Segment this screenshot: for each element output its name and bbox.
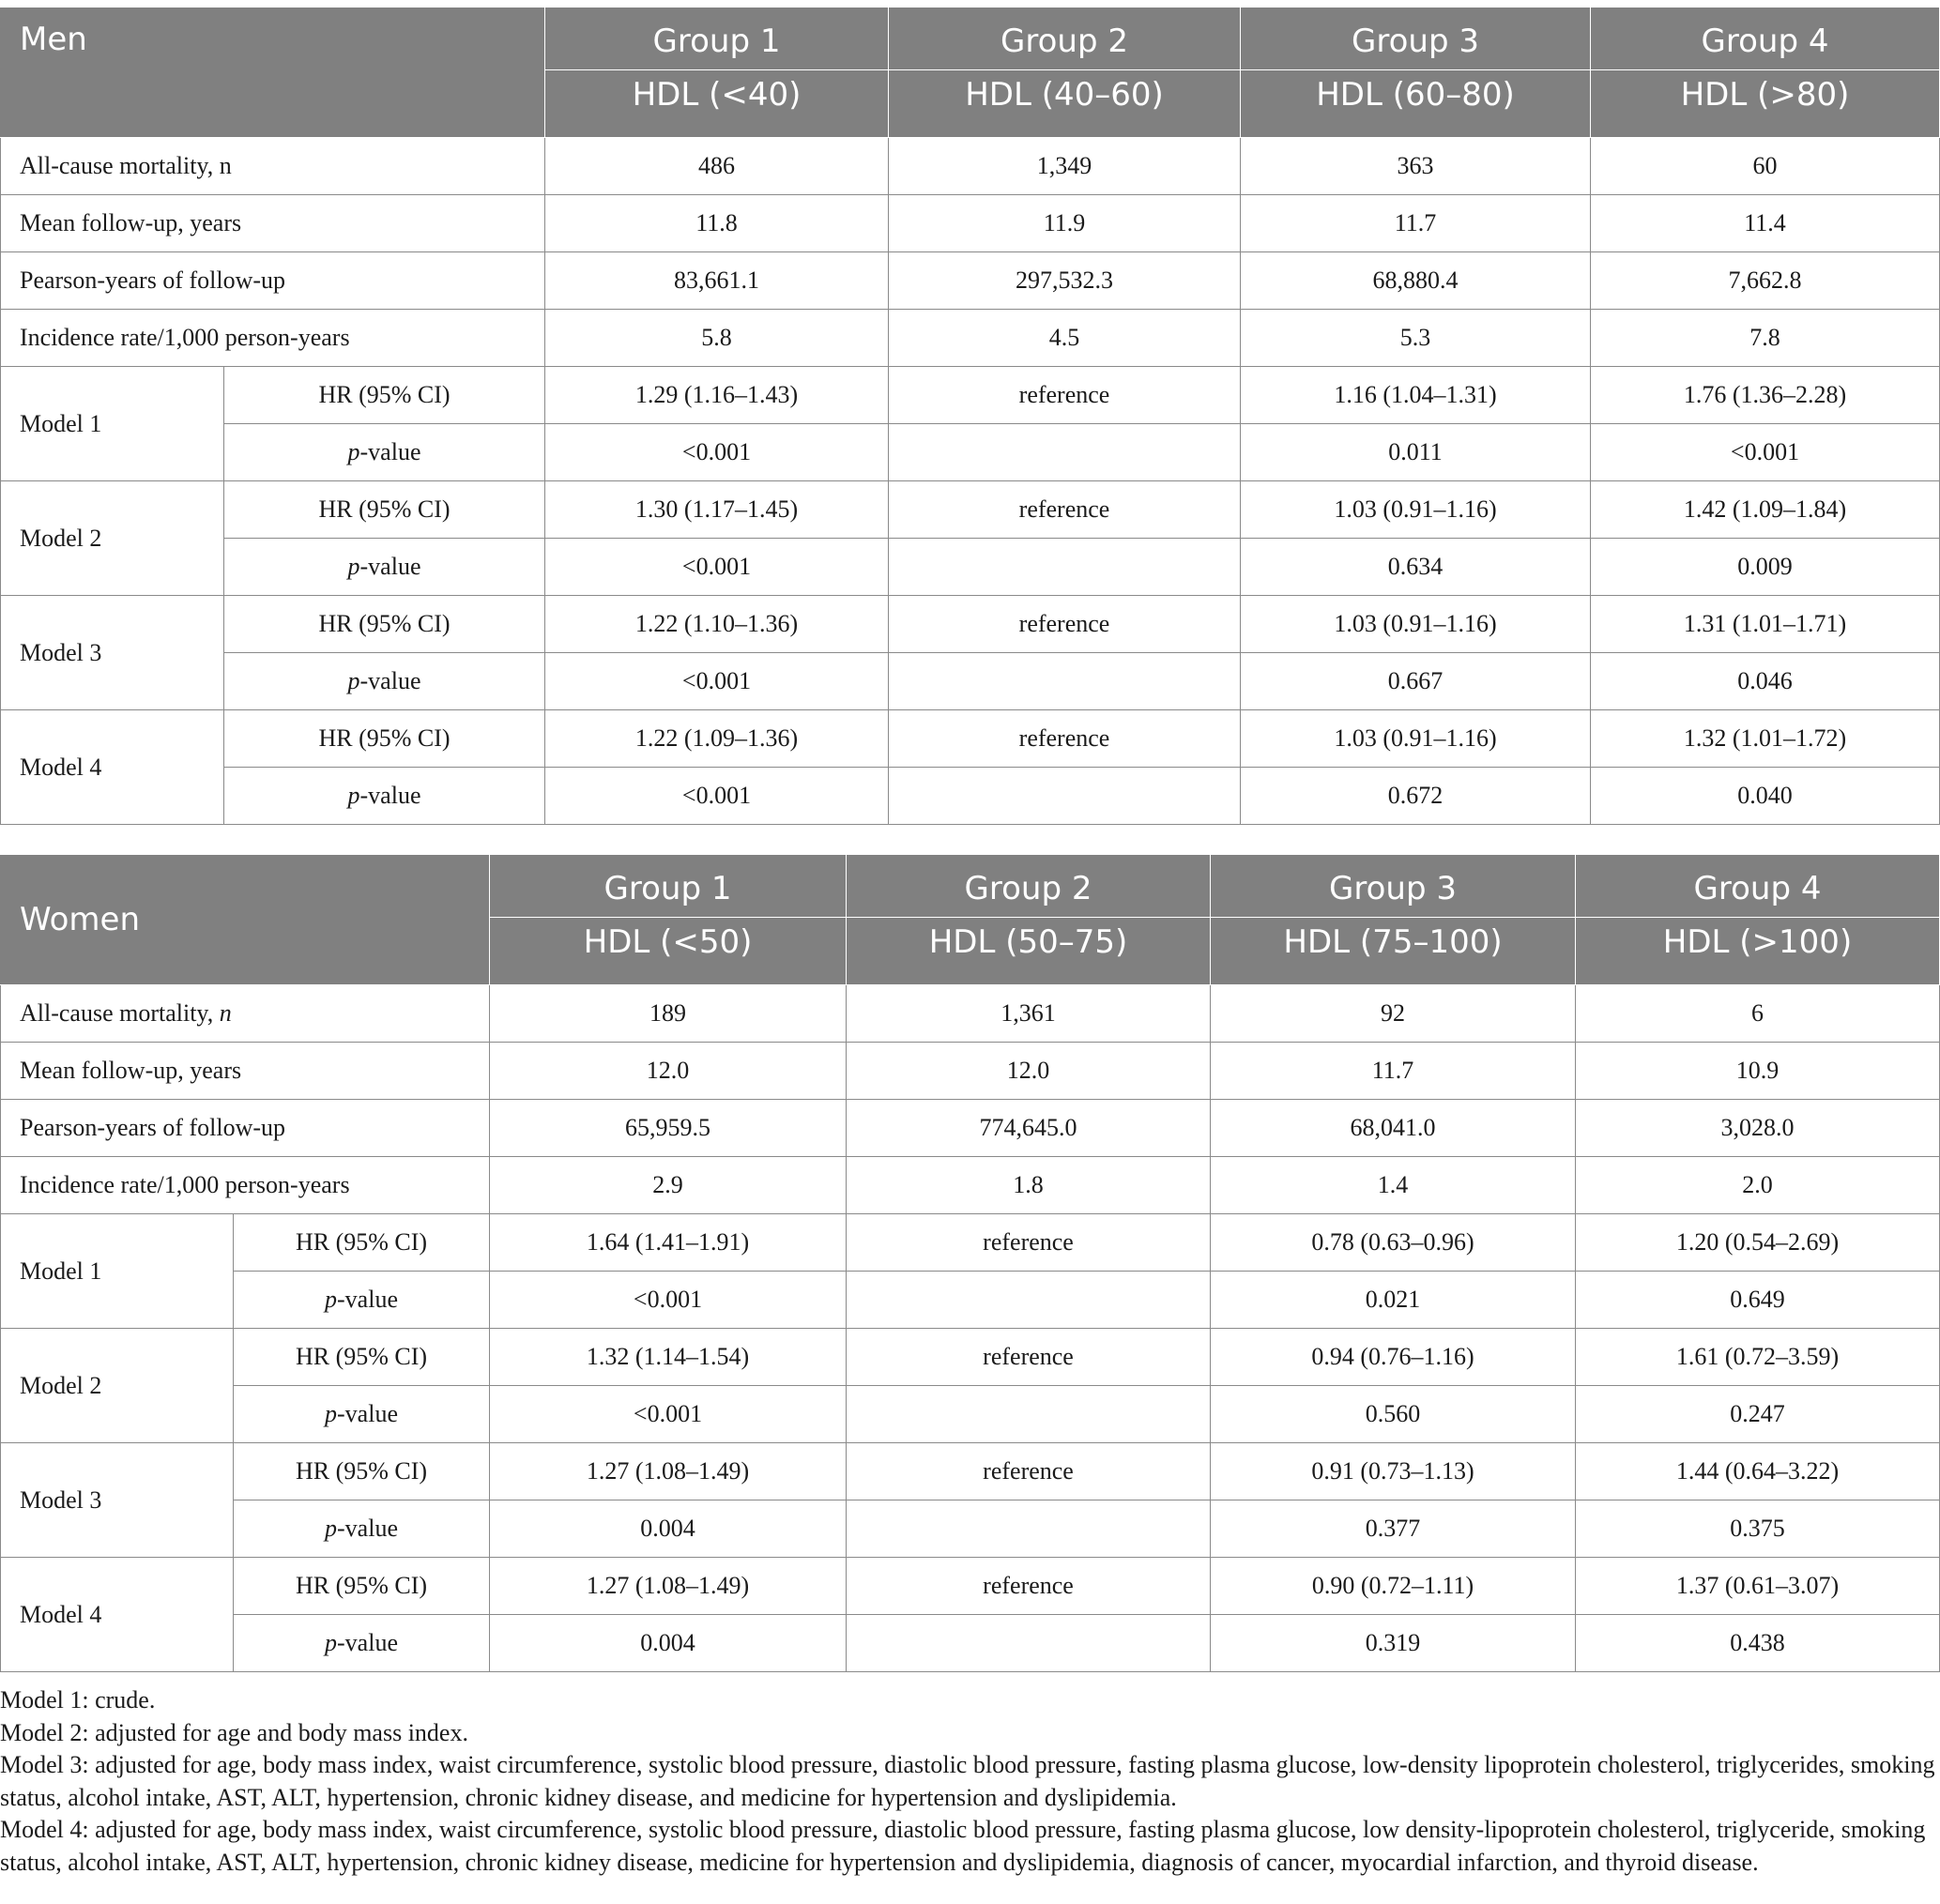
men-group-header: Group 3 <box>1241 8 1591 70</box>
table-cell: 1.32 (1.01–1.72) <box>1591 710 1940 768</box>
table-cell: 0.90 (0.72–1.11) <box>1211 1558 1576 1615</box>
p-value-label: p-value <box>224 653 545 710</box>
table-cell: 11.9 <box>889 195 1241 252</box>
table-cell: 92 <box>1211 985 1576 1043</box>
table-cell: 0.009 <box>1591 539 1940 596</box>
p-value-label: p-value <box>224 539 545 596</box>
model-label: Model 2 <box>1 1329 234 1443</box>
table-row <box>1 539 1940 596</box>
table-cell: 1.29 (1.16–1.43) <box>545 367 889 424</box>
table-cell: 11.7 <box>1241 195 1591 252</box>
row-label: Incidence rate/1,000 person-years <box>1 1157 490 1214</box>
table-cell: 1.8 <box>847 1157 1211 1214</box>
table-cell <box>889 768 1241 825</box>
table-row <box>1 252 1940 310</box>
table-cell: 2.9 <box>490 1157 847 1214</box>
row-label: Incidence rate/1,000 person-years <box>1 310 545 367</box>
table-cell: 0.634 <box>1241 539 1591 596</box>
table-cell: 5.8 <box>545 310 889 367</box>
table-row <box>1 424 1940 481</box>
footnote: Model 1: crude. <box>0 1686 156 1714</box>
row-label: Pearson-years of follow-up <box>1 1100 490 1157</box>
women-group-header: Group 1 <box>490 855 847 918</box>
table-row <box>1 1500 1940 1558</box>
women-hdl-header: HDL (50–75) <box>847 918 1211 985</box>
table-cell: 1.61 (0.72–3.59) <box>1576 1329 1940 1386</box>
table-cell: reference <box>847 1558 1211 1615</box>
table-row <box>1 596 1940 653</box>
p-value-label: p-value <box>224 424 545 481</box>
row-label: Mean follow-up, years <box>1 195 545 252</box>
men-group-header: Group 2 <box>889 8 1241 70</box>
table-cell: reference <box>889 710 1241 768</box>
table-cell: <0.001 <box>545 768 889 825</box>
table-cell: 2.0 <box>1576 1157 1940 1214</box>
table-cell: 1.42 (1.09–1.84) <box>1591 481 1940 539</box>
hr-label: HR (95% CI) <box>234 1443 490 1500</box>
table-cell: 83,661.1 <box>545 252 889 310</box>
men-section-label: Men <box>1 8 545 138</box>
table-cell: 486 <box>545 138 889 195</box>
table-cell: 1.03 (0.91–1.16) <box>1241 596 1591 653</box>
table-cell <box>847 1386 1211 1443</box>
table-cell: 1.76 (1.36–2.28) <box>1591 367 1940 424</box>
table-cell: <0.001 <box>545 539 889 596</box>
men-hdl-header: HDL (40–60) <box>889 70 1241 138</box>
table-cell: 1.32 (1.14–1.54) <box>490 1329 847 1386</box>
table-cell: 7,662.8 <box>1591 252 1940 310</box>
model-label: Model 1 <box>1 367 224 481</box>
model-label: Model 1 <box>1 1214 234 1329</box>
footnote: Model 3: adjusted for age, body mass index, waist circumference, systolic blood pressure, diastolic blood pressure, fasting plasma glucose, low-density lipoprotein cholesterol, triglycerides, smoking status, alcohol intake, AST, ALT, hypertension, chronic kidney disease, and medicine for hypertension and dyslipidemia. <box>0 1751 1935 1811</box>
table-cell: 4.5 <box>889 310 1241 367</box>
table-cell: 1.4 <box>1211 1157 1576 1214</box>
table-cell: <0.001 <box>1591 424 1940 481</box>
table-cell: 0.672 <box>1241 768 1591 825</box>
table-cell <box>889 424 1241 481</box>
table-cell: 65,959.5 <box>490 1100 847 1157</box>
p-value-label: p-value <box>234 1615 490 1672</box>
table-cell: 6 <box>1576 985 1940 1043</box>
women-group-header: Group 2 <box>847 855 1211 918</box>
women-hdl-header: HDL (75–100) <box>1211 918 1576 985</box>
hr-label: HR (95% CI) <box>224 367 545 424</box>
table-cell: 0.94 (0.76–1.16) <box>1211 1329 1576 1386</box>
table-cell: 1,361 <box>847 985 1211 1043</box>
men-group-header: Group 1 <box>545 8 889 70</box>
model-label: Model 4 <box>1 1558 234 1672</box>
table-cell: 0.011 <box>1241 424 1591 481</box>
table-cell: <0.001 <box>545 424 889 481</box>
table-row <box>1 710 1940 768</box>
table-cell: 1.22 (1.10–1.36) <box>545 596 889 653</box>
table-cell: 1,349 <box>889 138 1241 195</box>
table-cell <box>889 653 1241 710</box>
table-cell: 12.0 <box>490 1043 847 1100</box>
table-cell: 0.040 <box>1591 768 1940 825</box>
table-cell: 1.22 (1.09–1.36) <box>545 710 889 768</box>
table-cell: 7.8 <box>1591 310 1940 367</box>
table-row <box>1 1329 1940 1386</box>
women-group-header: Group 4 <box>1576 855 1940 918</box>
table-cell: reference <box>847 1443 1211 1500</box>
table-cell: reference <box>889 596 1241 653</box>
table-cell: 11.8 <box>545 195 889 252</box>
table-cell: 363 <box>1241 138 1591 195</box>
table-cell: 297,532.3 <box>889 252 1241 310</box>
table-cell: reference <box>847 1214 1211 1272</box>
table-row <box>1 310 1940 367</box>
table-cell: 0.046 <box>1591 653 1940 710</box>
row-label: All-cause mortality, n <box>1 138 545 195</box>
table-row <box>1 985 1940 1043</box>
table-cell: 1.20 (0.54–2.69) <box>1576 1214 1940 1272</box>
row-label: Pearson-years of follow-up <box>1 252 545 310</box>
table-cell: 1.37 (0.61–3.07) <box>1576 1558 1940 1615</box>
table-cell: 1.64 (1.41–1.91) <box>490 1214 847 1272</box>
table-row <box>1 367 1940 424</box>
table-row <box>1 653 1940 710</box>
table-cell <box>847 1500 1211 1558</box>
table-row <box>1 1386 1940 1443</box>
table-cell: 11.7 <box>1211 1043 1576 1100</box>
table-cell: 0.667 <box>1241 653 1591 710</box>
table-cell: 1.03 (0.91–1.16) <box>1241 710 1591 768</box>
table-cell: <0.001 <box>490 1272 847 1329</box>
table-cell: 0.78 (0.63–0.96) <box>1211 1214 1576 1272</box>
women-table-body <box>1 985 1940 1672</box>
p-value-label: p-value <box>234 1386 490 1443</box>
p-value-label: p-value <box>234 1272 490 1329</box>
table-cell: 0.649 <box>1576 1272 1940 1329</box>
table-cell: 60 <box>1591 138 1940 195</box>
table-row <box>1 138 1940 195</box>
table-cell: 1.16 (1.04–1.31) <box>1241 367 1591 424</box>
hr-label: HR (95% CI) <box>234 1558 490 1615</box>
model-label: Model 4 <box>1 710 224 825</box>
table-cell: 1.27 (1.08–1.49) <box>490 1443 847 1500</box>
women-table <box>0 854 1940 1672</box>
table-cell: 68,041.0 <box>1211 1100 1576 1157</box>
table-row <box>1 768 1940 825</box>
table-cell: 11.4 <box>1591 195 1940 252</box>
table-cell: 10.9 <box>1576 1043 1940 1100</box>
women-hdl-header: HDL (<50) <box>490 918 847 985</box>
table-row <box>1 1443 1940 1500</box>
table-cell: 0.438 <box>1576 1615 1940 1672</box>
table-row <box>1 1100 1940 1157</box>
women-hdl-header: HDL (>100) <box>1576 918 1940 985</box>
model-label: Model 2 <box>1 481 224 596</box>
table-cell: 0.319 <box>1211 1615 1576 1672</box>
table-cell: reference <box>889 367 1241 424</box>
table-cell: 0.377 <box>1211 1500 1576 1558</box>
table-cell: <0.001 <box>490 1386 847 1443</box>
women-section-label: Women <box>1 855 490 985</box>
hr-label: HR (95% CI) <box>234 1329 490 1386</box>
table-cell: 774,645.0 <box>847 1100 1211 1157</box>
table-row <box>1 1615 1940 1672</box>
table-cell: <0.001 <box>545 653 889 710</box>
table-cell: 1.27 (1.08–1.49) <box>490 1558 847 1615</box>
table-cell: 1.31 (1.01–1.71) <box>1591 596 1940 653</box>
table-row <box>1 481 1940 539</box>
table-cell: 0.021 <box>1211 1272 1576 1329</box>
p-value-label: p-value <box>234 1500 490 1558</box>
table-row <box>1 1214 1940 1272</box>
table-cell: 0.004 <box>490 1615 847 1672</box>
row-label: Mean follow-up, years <box>1 1043 490 1100</box>
model-label: Model 3 <box>1 596 224 710</box>
table-cell: 189 <box>490 985 847 1043</box>
hr-label: HR (95% CI) <box>224 710 545 768</box>
table-cell: 1.44 (0.64–3.22) <box>1576 1443 1940 1500</box>
table-row <box>1 1272 1940 1329</box>
hr-label: HR (95% CI) <box>224 596 545 653</box>
table-row <box>1 1558 1940 1615</box>
men-table <box>0 7 1940 825</box>
table-cell: 0.560 <box>1211 1386 1576 1443</box>
men-hdl-header: HDL (60–80) <box>1241 70 1591 138</box>
table-row <box>1 195 1940 252</box>
model-label: Model 3 <box>1 1443 234 1558</box>
men-hdl-header: HDL (>80) <box>1591 70 1940 138</box>
table-footnotes <box>0 1684 1939 1879</box>
women-group-header: Group 3 <box>1211 855 1576 918</box>
table-cell: 0.91 (0.73–1.13) <box>1211 1443 1576 1500</box>
table-cell: reference <box>889 481 1241 539</box>
table-row <box>1 1043 1940 1100</box>
table-cell: 68,880.4 <box>1241 252 1591 310</box>
table-cell: 0.247 <box>1576 1386 1940 1443</box>
men-table-body <box>1 138 1940 825</box>
hr-label: HR (95% CI) <box>224 481 545 539</box>
table-cell: 12.0 <box>847 1043 1211 1100</box>
table-cell <box>889 539 1241 596</box>
table-cell: 5.3 <box>1241 310 1591 367</box>
table-cell: reference <box>847 1329 1211 1386</box>
footnote: Model 4: adjusted for age, body mass index, waist circumference, systolic blood pressure, diastolic blood pressure, fasting plasma glucose, low density-lipoprotein cholesterol, triglyceride, smoking status, alcohol intake, AST, ALT, hypertension, chronic kidney disease, medicine for hypertension and dyslipidemia, diagnosis of cancer, myocardial infarction, and thyroid disease. <box>0 1816 1926 1876</box>
p-value-label: p-value <box>224 768 545 825</box>
table-cell: 0.375 <box>1576 1500 1940 1558</box>
table-cell <box>847 1272 1211 1329</box>
footnote: Model 2: adjusted for age and body mass index. <box>0 1718 468 1746</box>
table-cell: 1.30 (1.17–1.45) <box>545 481 889 539</box>
hr-label: HR (95% CI) <box>234 1214 490 1272</box>
table-cell: 0.004 <box>490 1500 847 1558</box>
table-row <box>1 1157 1940 1214</box>
table-cell: 3,028.0 <box>1576 1100 1940 1157</box>
row-label: All-cause mortality, n <box>1 985 490 1043</box>
table-cell <box>847 1615 1211 1672</box>
men-hdl-header: HDL (<40) <box>545 70 889 138</box>
men-group-header: Group 4 <box>1591 8 1940 70</box>
table-cell: 1.03 (0.91–1.16) <box>1241 481 1591 539</box>
